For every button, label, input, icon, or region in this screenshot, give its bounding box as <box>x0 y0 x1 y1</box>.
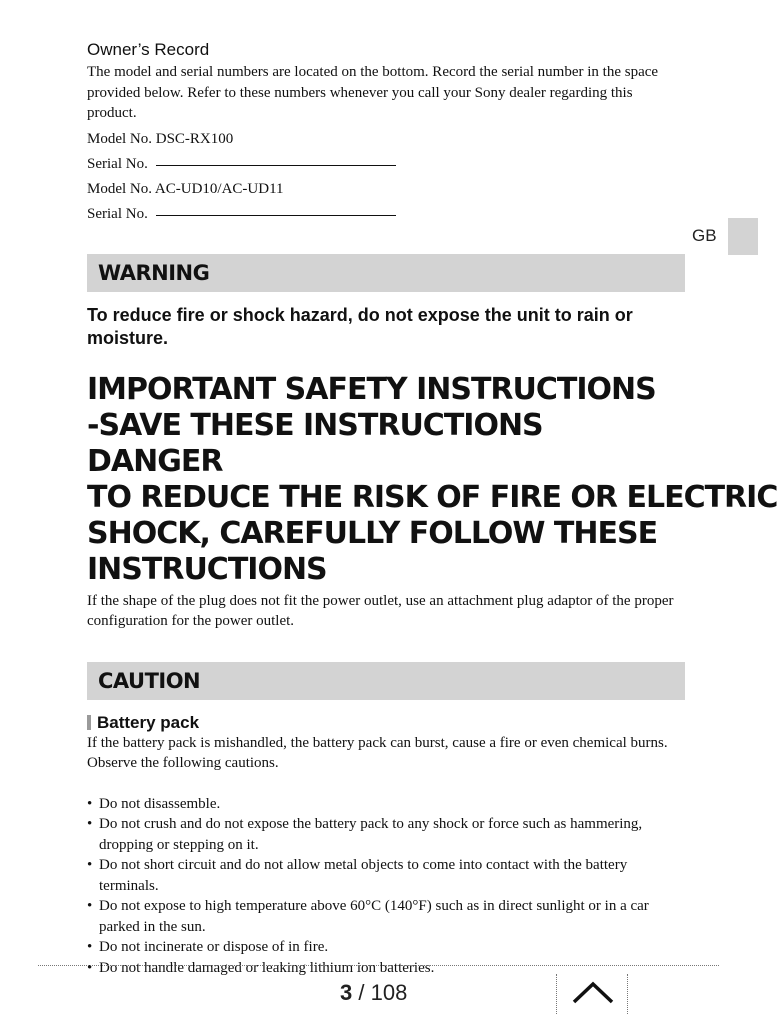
caution-banner: CAUTION <box>87 662 685 700</box>
heading-line: IMPORTANT SAFETY INSTRUCTIONS <box>87 371 656 407</box>
heading-line: -SAVE THESE INSTRUCTIONS <box>87 407 543 443</box>
serial-label: Serial No. <box>87 205 148 222</box>
important-safety-heading <box>87 371 777 588</box>
battery-intro: If the battery pack is mishandled, the battery pack can burst, cause a fire or even chemical burns. Observe the following cautions. <box>87 734 668 771</box>
list-item: • Do not incinerate or dispose of in fire. <box>87 937 685 958</box>
list-item: • Do not expose to high temperature above 60°C (140°F) such as in direct sunlight or in a car parked in the sun. <box>87 896 685 937</box>
model-number-1: Model No. DSC-RX100 <box>87 130 234 147</box>
page-indicator <box>340 980 407 1006</box>
list-item: • Do not short circuit and do not allow metal objects to come into contact with the battery terminals. <box>87 855 685 896</box>
serial-number-1 <box>87 154 685 174</box>
footer-separator <box>627 974 628 1014</box>
battery-pack-heading <box>87 713 685 733</box>
list-item: • Do not handle damaged or leaking lithium ion batteries. <box>87 958 685 979</box>
list-item: • Do not disassemble. <box>87 794 685 815</box>
language-tab[interactable] <box>728 218 758 255</box>
owner-record-title: Owner’s Record <box>87 40 210 59</box>
serial-blank-line <box>156 215 396 216</box>
scroll-to-top-button[interactable] <box>570 978 616 1008</box>
language-tab-label: GB <box>692 226 717 245</box>
heading-line: SHOCK, CAREFULLY FOLLOW THESE <box>87 515 658 551</box>
serial-number-2 <box>87 204 685 224</box>
heading-line: TO REDUCE THE RISK OF FIRE OR ELECTRIC <box>87 479 777 515</box>
chevron-up-icon <box>570 978 616 1008</box>
footer-divider <box>38 965 719 966</box>
owner-record-intro: The model and serial numbers are located on the bottom. Record the serial number in the space provided below. Refer to these numbers whenever you call your Sony dealer regarding this product. <box>87 64 659 121</box>
footer-separator <box>556 974 557 1014</box>
heading-line: DANGER <box>87 443 223 479</box>
serial-label: Serial No. <box>87 155 148 172</box>
serial-blank-line <box>156 165 396 166</box>
section-marker <box>87 715 91 730</box>
section-title: Battery pack <box>97 712 200 732</box>
total-pages: 108 <box>370 980 408 1005</box>
model-number-2: Model No. AC-UD10/AC-UD11 <box>87 180 284 197</box>
current-page: 3 <box>340 980 353 1005</box>
list-item: • Do not crush and do not expose the battery pack to any shock or force such as hammering, dropping or stepping on it. <box>87 814 685 855</box>
heading-line: INSTRUCTIONS <box>87 551 327 587</box>
battery-cautions-list <box>87 794 685 979</box>
page-separator: / <box>352 980 371 1005</box>
plug-text: If the shape of the plug does not fit the power outlet, use an attachment plug adaptor of the proper configuration for the power outlet. <box>87 592 674 629</box>
warning-text: To reduce fire or shock hazard, do not expose the unit to rain or moisture. <box>87 304 633 348</box>
page-clip <box>87 0 777 976</box>
warning-banner: WARNING <box>87 254 685 292</box>
